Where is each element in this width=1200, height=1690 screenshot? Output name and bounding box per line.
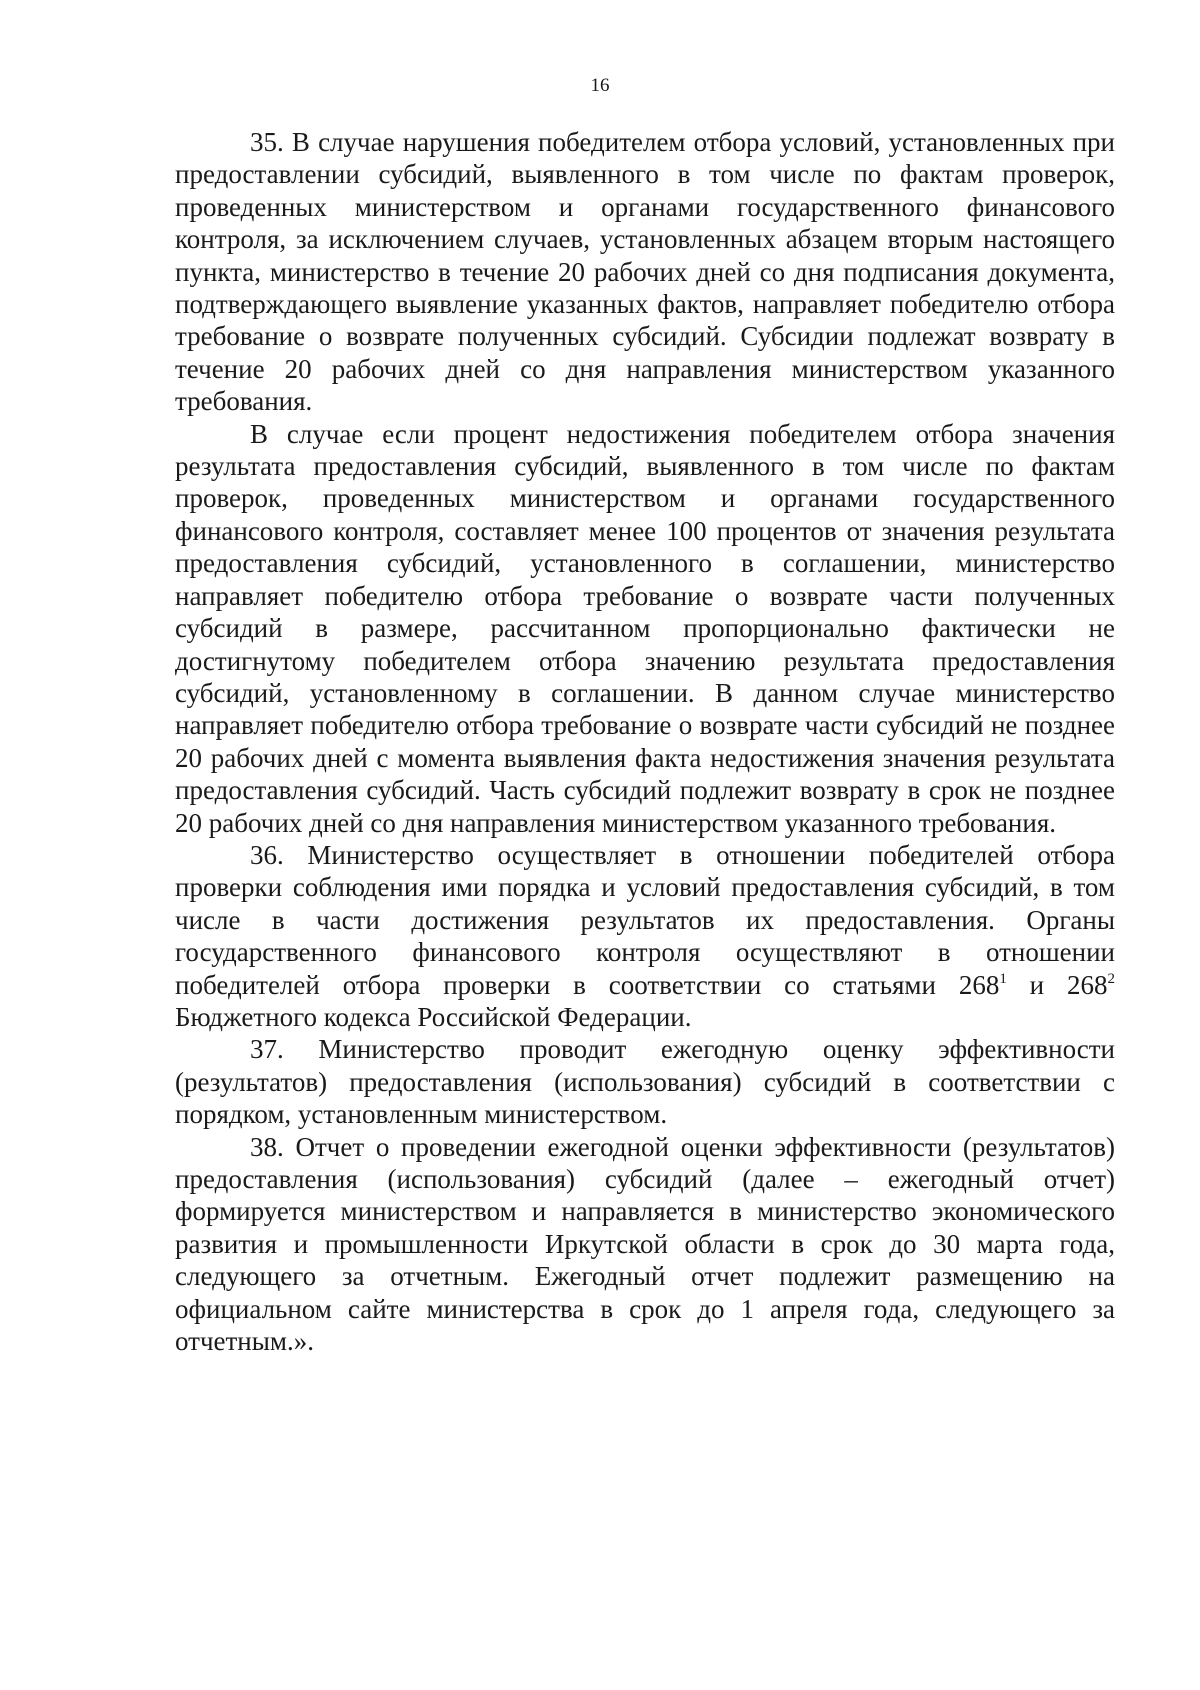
paragraph-35: 35. В случае нарушения победителем отбора условий, установленных при предоставлении субсидий, выявленного в том числе по фактам проверок, проведенных министерством и органами государственного финансового контроля, за исключением случаев, установленных абзацем вторым настоящего пункта, министерство в течение 20 рабочих дней со дня подписания документа, подтверждающего выявление указанных фактов, направляет победителю отбора требование о возврате полученных субсидий. Субсидии подлежат возврату в течение 20 рабочих дней со дня направления министерством указанного требования. [175, 127, 1115, 417]
paragraph-36-text-1: 36. Министерство осуществляет в отношении победителей отбора проверки соблюдения ими порядка и условий предоставления субсидий, в том числе в части достижения результатов их предоставления. Органы государственного финансового контроля осуществляют в отношении победителей отбора проверки в соответствии со статьями 268 [175, 839, 1115, 1000]
document-body [175, 126, 1115, 1357]
paragraph-38: 38. Отчет о проведении ежегодной оценки эффективности (результатов) предоставления (использования) субсидий (далее – ежегодный отчет) формируется министерством и направляется в министерство экономического развития и промышленности Иркутской области в срок до 30 марта года, следующего за отчетным. Ежегодный отчет подлежит размещению на официальном сайте министерства в срок до 1 апреля года, следующего за отчетным.». [175, 1131, 1115, 1357]
paragraph-36-text-2: и 268 [1006, 969, 1108, 1000]
paragraph-35-second: В случае если процент недостижения победителем отбора значения результата предоставления субсидий, выявленного в том числе по фактам проверок, проведенных министерством и органами государственного финансового контроля, составляет менее 100 процентов от значения результата предоставления субсидий, установленного в соглашении, министерство направляет победителю отбора требование о возврате части полученных субсидий в размере, рассчитанном пропорционально фактически не достигнутому победителем отбора значению результата предоставления субсидий, установленному в соглашении. В данном случае министерство направляет победителю отбора требование о возврате части субсидий не позднее 20 рабочих дней с момента выявления факта недостижения значения результата предоставления субсидий. Часть субсидий подлежит возврату в срок не позднее 20 рабочих дней со дня направления министерством указанного требования. [175, 418, 1115, 838]
page-number: 16 [590, 75, 610, 96]
paragraph-36 [175, 839, 1115, 1033]
superscript-1: 1 [999, 970, 1007, 987]
paragraph-36-text-3: Бюджетного кодекса Российской Федерации. [175, 1001, 692, 1032]
paragraph-37: 37. Министерство проводит ежегодную оценку эффективности (результатов) предоставления (использования) субсидий в соответствии с порядком, установленным министерством. [175, 1034, 1115, 1130]
superscript-2: 2 [1107, 970, 1115, 987]
